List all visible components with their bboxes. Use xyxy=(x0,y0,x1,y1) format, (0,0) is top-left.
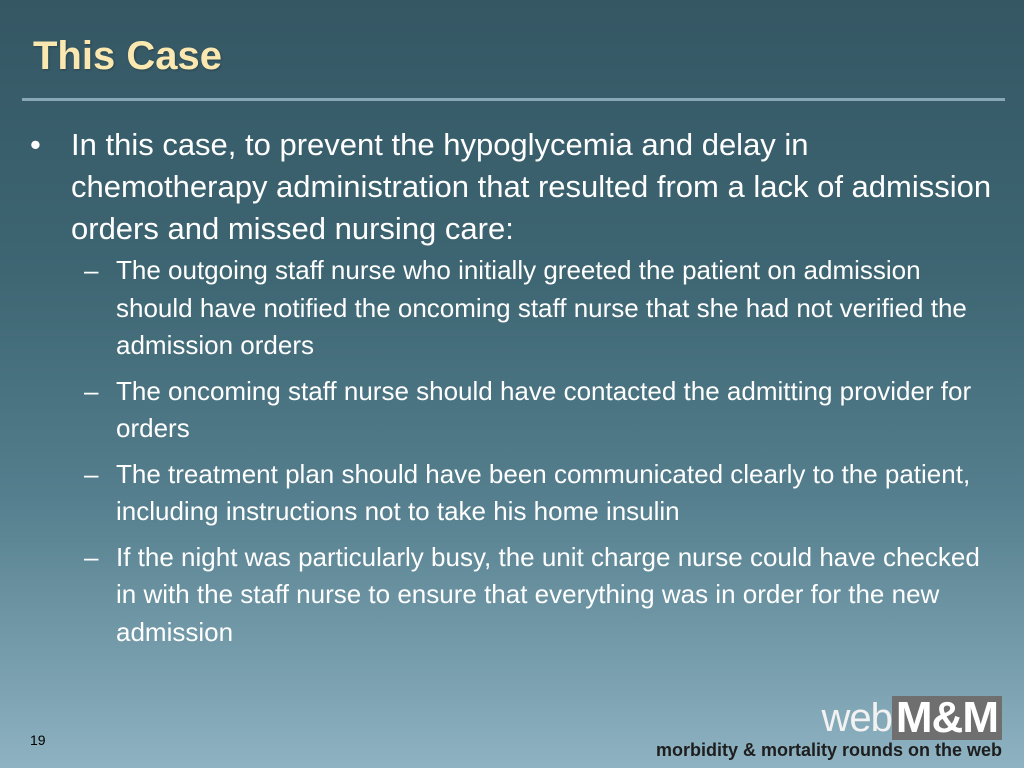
logo-wordmark xyxy=(821,693,1002,742)
slide-title: This Case xyxy=(33,34,222,78)
logo-mm-text: M&M xyxy=(892,696,1002,740)
dash-marker: – xyxy=(84,375,99,406)
main-bullet xyxy=(30,124,1000,250)
logo-tagline: morbidity & mortality rounds on the web xyxy=(655,740,1002,760)
dash-marker: – xyxy=(84,458,99,489)
webmm-logo xyxy=(650,693,1010,762)
slide-body xyxy=(30,124,1000,659)
sub-bullet-text: The treatment plan should have been communicated clearly to the patient, including instructions not to take his home insulin xyxy=(116,458,971,526)
dash-marker: – xyxy=(84,541,99,572)
main-bullet-text: In this case, to prevent the hypoglycemia and delay in chemotherapy administration that resulted from a lack of admission orders and missed nursing care: xyxy=(71,127,992,246)
logo-web-text: web xyxy=(821,696,892,740)
sub-bullet-item xyxy=(84,539,1000,652)
sub-bullet-text: If the night was particularly busy, the unit charge nurse could have checked in with the staff nurse to ensure that everything was in order for the new admission xyxy=(116,541,980,647)
slide-number: 19 xyxy=(30,732,46,748)
title-divider xyxy=(22,98,1005,101)
dash-marker: – xyxy=(84,255,99,285)
sub-bullet-item xyxy=(84,252,1000,365)
bullet-marker: • xyxy=(30,127,41,162)
sub-bullet-item xyxy=(84,456,1000,531)
sub-bullet-text: The oncoming staff nurse should have contacted the admitting provider for orders xyxy=(116,375,972,443)
sub-bullet-text: The outgoing staff nurse who initially greeted the patient on admission should have notified the oncoming staff nurse that she had not verified the admission orders xyxy=(116,255,967,360)
sub-bullet-item xyxy=(84,373,1000,448)
sub-bullet-list xyxy=(30,252,1000,651)
